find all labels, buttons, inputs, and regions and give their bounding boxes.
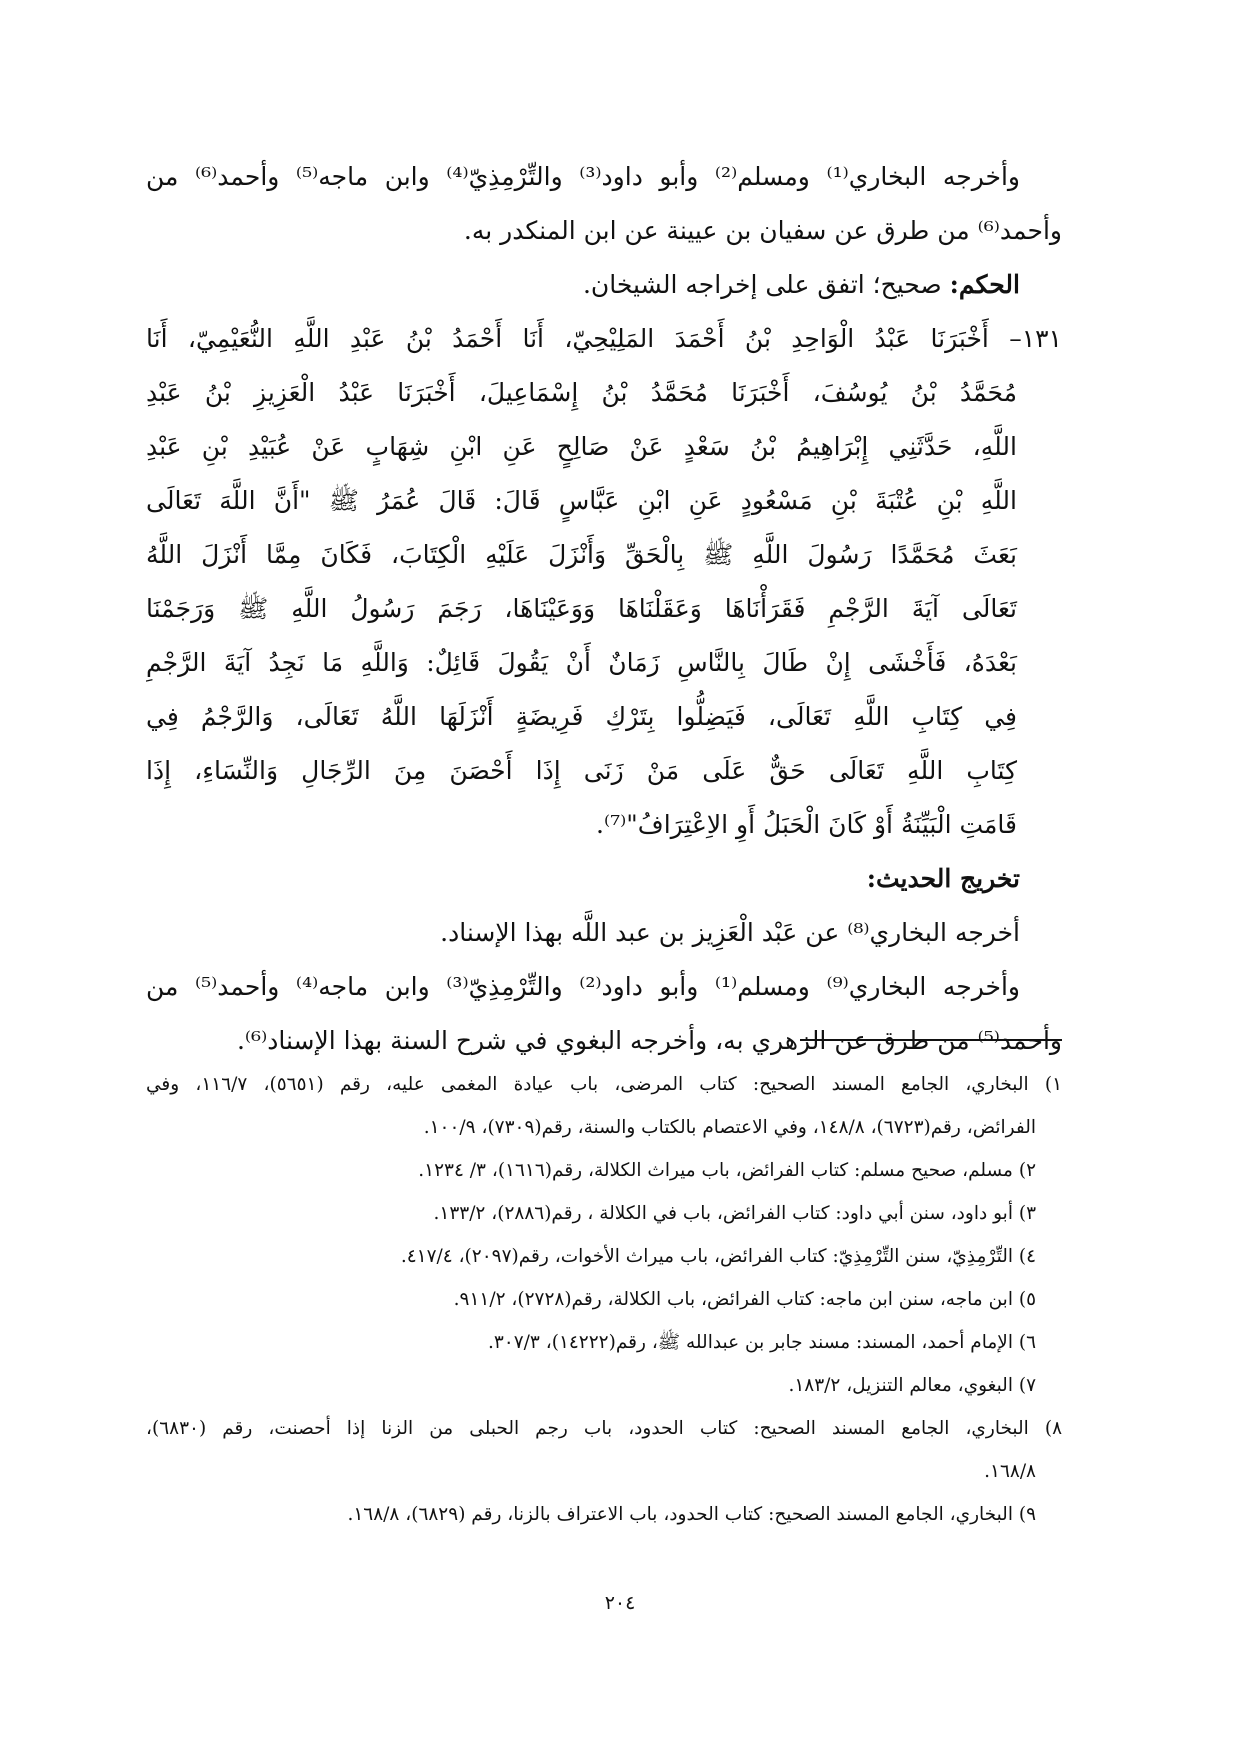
footnotes xyxy=(146,1063,1062,1536)
footnote-line: ٢) مسلم، صحيح مسلم: كتاب الفرائض، باب ميراث الكلالة، رقم(١٦١٦)، ٣/ ١٢٣٤. xyxy=(418,1160,1036,1181)
hadith-line: بَعْدَهُ، فَأَخْشَى إِنْ طَالَ بِالنَّاسِ زَمَانٌ أَنْ يَقُولَ قَائِلٌ: وَاللَّهِ مَا نَجِدُ آيَةَ الرَّجْمِ xyxy=(146,648,1017,677)
ruling-line xyxy=(146,258,1062,312)
page-number: ٢٠٤ xyxy=(604,1592,636,1614)
takhrij-heading: تخريج الحديث: xyxy=(866,864,1020,893)
text-line: وأخرجه البخاري⁽⁹⁾ ومسلم⁽¹⁾ وأبو داود⁽²⁾ والتِّرْمِذِيّ⁽³⁾ وابن ماجه⁽⁴⁾ وأحمد⁽⁵⁾ من xyxy=(146,972,1020,1001)
text-line: وأحمد⁽⁵⁾ من طرق عن الزهري به، وأخرجه البغوي في شرح السنة بهذا الإسناد⁽⁶⁾. xyxy=(236,1026,1062,1055)
hadith-line: ١٣١– أَخْبَرَنَا عَبْدُ الْوَاحِدِ بْنُ أَحْمَدَ المَلِيْحِيّ، أَنَا أَحْمَدُ بْنُ عَبْدِ اللَّهِ النُّعَيْمِيّ، أَنَا xyxy=(146,324,1062,353)
hadith-line: قَامَتِ الْبَيِّنَةُ أَوْ كَانَ الْحَبَلُ أَوِ الاِعْتِرَافُ"⁽⁷⁾. xyxy=(596,810,1017,839)
hadith-line: اللَّهِ، حَدَّثَنِي إِبْرَاهِيمُ بْنُ سَعْدٍ عَنْ صَالِحٍ عَنِ ابْنِ شِهَابٍ عَنْ عُبَيْدِ بْنِ عَبْدِ xyxy=(146,432,1017,461)
hadith-line: اللَّهِ بْنِ عُتْبَةَ بْنِ مَسْعُودٍ عَنِ ابْنِ عَبَّاسٍ قَالَ: قَالَ عُمَرُ ﷺ "أَنَّ اللَّهَ تَعَالَى xyxy=(146,486,1017,515)
footnote-line: ٧) البغوي، معالم التنزيل، ١٨٣/٢. xyxy=(788,1375,1036,1396)
footnote-separator xyxy=(800,1039,1062,1041)
ruling-label: الحكم: xyxy=(949,270,1020,299)
footnote-line: الفرائض، رقم(٦٧٢٣)، ١٤٨/٨، وفي الاعتصام بالكتاب والسنة، رقم(٧٣٠٩)، ١٠٠/٩. xyxy=(423,1117,1036,1138)
text-line: أخرجه البخاري⁽⁸⁾ عن عَبْد الْعَزِيز بن عبد اللَّه بهذا الإسناد. xyxy=(440,918,1020,947)
footnote-line: ٩) البخاري، الجامع المسند الصحيح: كتاب الحدود، باب الاعتراف بالزنا، رقم (٦٨٢٩)، ١٦٨/٨. xyxy=(347,1504,1036,1525)
hadith-line: بَعَثَ مُحَمَّدًا رَسُولَ اللَّهِ ﷺ بِالْحَقِّ وَأَنْزَلَ عَلَيْهِ الْكِتَابَ، فَكَانَ مِمَّا أَنْزَلَ اللَّهُ xyxy=(146,540,1017,569)
hadith-line: تَعَالَى آيَةَ الرَّجْمِ فَقَرَأْنَاهَا وَعَقَلْنَاهَا وَوَعَيْنَاهَا، رَجَمَ رَسُولُ اللَّهِ ﷺ وَرَجَمْنَا xyxy=(146,594,1017,623)
text-line: وأخرجه البخاري⁽¹⁾ ومسلم⁽²⁾ وأبو داود⁽³⁾ والتِّرْمِذِيّ⁽⁴⁾ وابن ماجه⁽⁵⁾ وأحمد⁽⁶⁾ من xyxy=(146,162,1020,191)
hadith-line: مُحَمَّدُ بْنُ يُوسُفَ، أَخْبَرَنَا مُحَمَّدُ بْنُ إِسْمَاعِيلَ، أَخْبَرَنَا عَبْدُ الْعَزِيزِ بْنُ عَبْدِ xyxy=(146,378,1017,407)
hadith-line: كِتَابِ اللَّهِ تَعَالَى حَقٌّ عَلَى مَنْ زَنَى إِذَا أَحْصَنَ مِنَ الرِّجَالِ وَالنِّسَاءِ، إِذَا xyxy=(146,756,1017,785)
footnote-line: ٦) الإمام أحمد، المسند: مسند جابر بن عبدالله ﷺ، رقم(١٤٢٢٢)، ٣٠٧/٣. xyxy=(487,1332,1036,1353)
main-text xyxy=(146,150,1062,1068)
footnote-line: ١٦٨/٨. xyxy=(984,1461,1036,1482)
ruling-text: صحيح؛ اتفق على إخراجه الشيخان. xyxy=(582,270,950,299)
hadith-line: فِي كِتَابِ اللَّهِ تَعَالَى، فَيَضِلُّوا بِتَرْكِ فَرِيضَةٍ أَنْزَلَهَا اللَّهُ تَعَالَى، وَالرَّجْمُ فِي xyxy=(146,702,1017,731)
footnote-line: ٤) التِّرْمِذِيّ، سنن التِّرْمِذِيّ: كتاب الفرائض، باب ميراث الأخوات، رقم(٢٠٩٧)، ٤١٧/٤. xyxy=(400,1246,1036,1267)
footnote-line: ٨) البخاري، الجامع المسند الصحيح: كتاب الحدود، باب رجم الحبلى من الزنا إذا أحصنت، رقم (٦٨٣٠)، xyxy=(146,1418,1062,1439)
footnote-line: ١) البخاري، الجامع المسند الصحيح: كتاب المرضى، باب عيادة المغمى عليه، رقم (٥٦٥١)، ١١٦/٧، وفي xyxy=(146,1074,1062,1095)
footnote-line: ٣) أبو داود، سنن أبي داود: كتاب الفرائض، باب في الكلالة ، رقم(٢٨٨٦)، ١٣٣/٢. xyxy=(433,1203,1036,1224)
footnote-line: ٥) ابن ماجه، سنن ابن ماجه: كتاب الفرائض، باب الكلالة، رقم(٢٧٢٨)، ٩١١/٢. xyxy=(453,1289,1036,1310)
text-line: وأحمد⁽⁶⁾ من طرق عن سفيان بن عيينة عن ابن المنكدر به. xyxy=(463,216,1062,245)
